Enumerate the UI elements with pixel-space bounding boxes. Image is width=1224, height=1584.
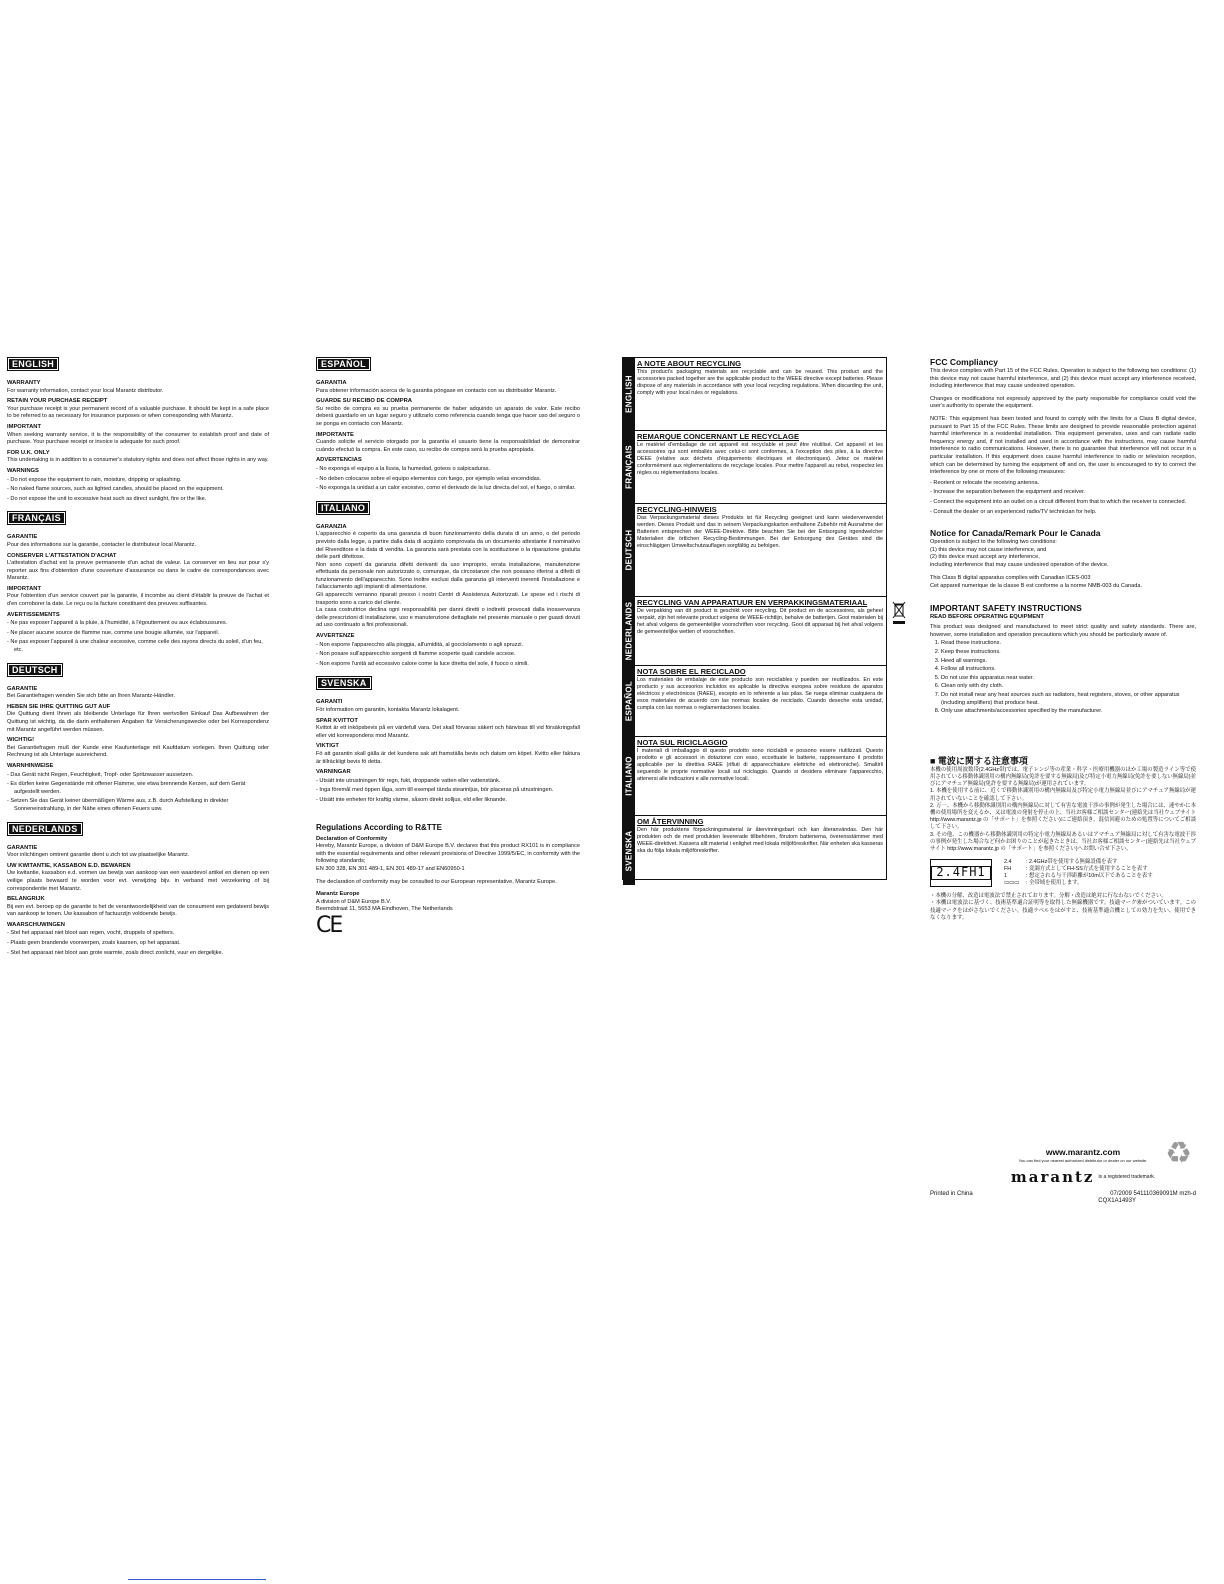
- language-side-label: NEDERLANDS: [624, 601, 634, 661]
- lang-label-italiano: ITALIANO: [316, 501, 370, 515]
- recycling-box: [622, 357, 887, 880]
- warnings-list: [7, 772, 269, 814]
- list-item: - Utsätt inte enheten för kraftig värme, såsom direkt solljus, eld eller liknande.: [316, 797, 580, 805]
- heading: WICHTIG!: [7, 737, 35, 744]
- printed-in: Printed in China: [930, 1191, 973, 1197]
- japanese-item: 1. 本機を使用する前に、近くで移動体識別用の構内無線局及び特定小電力無線局並びにアマチュア無線局が運用されていないことを確認して下さい。: [930, 788, 1196, 802]
- frequency-value: : 変調方式としてFH-SS方式を使用することを表す: [1026, 866, 1148, 873]
- lang-label-svenska: SVENSKA: [316, 676, 372, 690]
- standards: EN 300 328, EN 301 489-1, EN 301 489-17 and EN60950-1: [316, 865, 465, 872]
- marantz-logo: marantz: [1010, 1168, 1095, 1186]
- print-info: [930, 1191, 1196, 1197]
- recycling-section: [623, 504, 886, 597]
- text-line: including interference that may cause undesired operation of the device.: [930, 561, 1109, 568]
- list-item: - Do not expose the unit to excessive heat such as direct sunlight, fire or the like.: [7, 496, 269, 504]
- recycling-text: Den här produktens förpackningsmaterial är återvinningsbart och kan återanvändas. Den här produkten och de med produkten levererade tillbehören, förutom batterierna, överensstämmer med WEEE-direktivet. Kassera allt material i enlighet med lokala miljöföreskrifter. När enheten ska kasseras ska du följa lokala miljöföreskrifter.: [637, 827, 883, 855]
- recycling-text: De verpakking van dit product is geschikt voor recycling. Dit product en de accessoires, als geheel verpakt, zijn het relevante product volgens de WEEE-richtlijn, behalve de batterijen. Gooi materialen bij het afval volgens de gemeentelijke voorschriften voor recycling. Gooi dit apparaat bij het afval volgens de gemeentelijke wetten of voorschriften.: [637, 608, 883, 636]
- paragraph: Bij een evt. beroep op de garantie is het de verantwoordelijkheid van de consument een gedateerd bewijs van aankoop te tonen. Uw kassabon of factuurzijn voldoende bewijs.: [7, 903, 269, 918]
- frequency-value: : 2.4GHz帯を使用する無線設備を表す: [1026, 859, 1118, 866]
- recycling-section: [623, 737, 886, 816]
- recycling-text: Le matériel d'emballage de cet appareil est recyclable et peut être réutilisé. Cet appareil et les accessoires qui sont emballés avec celui-ci sont conformes, à l'exception des piles, à la directive DEEE (relative aux déchets d'équipements électriques et électroniques). Jetez ce matériel conformément aux réglementations de recyclage locales. Pour mettre l'appareil au rebut, respectez les règles ou réglementations locales.: [637, 442, 883, 477]
- recycling-section: [623, 431, 886, 504]
- recycling-section: [623, 358, 886, 431]
- language-side-tab: [623, 737, 635, 815]
- heading: AVERTISSEMENTS: [7, 611, 60, 618]
- paragraph: Your purchase receipt is your permanent record of a valuable purchase. It should be kept in a safe place to be referred to as necessary for insurance purposes or when corresponding with Marantz.: [7, 405, 269, 420]
- paragraph: The declaration of conformity may be consulted to our European representative, Marantz Europe.: [316, 878, 557, 885]
- list-item: - Ne placer aucune source de flamme nue, comme une bougie allumée, sur l'appareil.: [7, 630, 269, 638]
- japanese-item: 2. 万一、本機から移動体識別用の構内無線局に対して有害な電波干渉の事例が発生した場合には、速やかに本機の使用場所を変えるか、又は電波の発射を停止の上、当社お客様ご相談センター(連絡先は当社ウェブサイト http://www.marantz.jp の「サポート」を参照ください)にご連絡頂き、混信回避のための処置等についてご相談して下さい。: [930, 802, 1196, 831]
- paragraph: L'apparecchio è coperto da una garanzia di buon funzionamento della durata di un anno, o del periodo previsto dalla legge, a partire dalla data di acquisto comprovata da un documento attestante il nominativo del Rivenditore e la data di vendita. La garanzia sarà prestata con la sostituzione o la riparazione gratuita delle parti difettose.: [316, 531, 580, 561]
- address-line: Beemdstraat 11, 5653 MA Eindhoven, The Netherlands: [316, 906, 453, 913]
- heading-uk: FOR U.K. ONLY: [7, 449, 50, 456]
- list-item: - Das Gerät nicht Regen, Feuchtigkeit, Tropf- oder Spritzwasser aussetzen.: [7, 772, 269, 780]
- list-item: - Stel het apparaat niet bloot aan grote warmte, zoals direct zonlicht, vuur en dergelijke.: [7, 950, 269, 958]
- list-item: - No exponga el equipo a la lluvia, la humedad, goteos o salpicaduras.: [316, 466, 580, 474]
- brand-row: [930, 1168, 1196, 1186]
- list-item: 2. Keep these instructions.: [941, 649, 1196, 657]
- heading-retain: RETAIN YOUR PURCHASE RECEIPT: [7, 398, 108, 405]
- heading: GUARDE SU RECIBO DE COMPRA: [316, 398, 412, 405]
- recycle-icon: ♻: [1165, 1137, 1192, 1170]
- paragraph: Su recibo de compra es su prueba permanente de haber adquirido un aparato de valor. Este recibo deberá guardarlo en un lugar seguro y utilizarlo como referencia cuando tenga que hacer uso del seguro o se ponga en contacto con Marantz.: [316, 405, 580, 427]
- paragraph: This product was designed and manufactured to meet strict quality and safety standards. There are, however, some installation and operation precautions which you should be particularly aware of.: [930, 624, 1196, 638]
- frequency-table: [1004, 859, 1166, 887]
- paragraph: Pour des informations sur la garantie, contacter le distributeur local Marantz.: [7, 541, 197, 548]
- list-item: - Consult the dealer or an experienced radio/TV technician for help.: [930, 509, 1196, 517]
- lang-label-deutsch: DEUTSCH: [7, 663, 63, 677]
- heading-declaration: Declaration of Conformity: [316, 835, 388, 842]
- frequency-label-block: [930, 859, 1196, 887]
- paragraph: Voor inlichtingen omtrent garantie dient u zich tot uw plaatselijke Marantz.: [7, 852, 190, 859]
- recycling-title: RECYCLING-HINWEIS: [637, 505, 717, 514]
- heading-important: IMPORTANT: [7, 423, 42, 430]
- language-side-label: ENGLISH: [624, 375, 634, 413]
- website-link[interactable]: www.marantz.com: [1045, 1147, 1121, 1157]
- list-item: 7. Do not install near any heat sources such as radiators, heat registers, stoves, or other apparatus (including amplifiers) that produce heat.: [941, 692, 1196, 707]
- recycling-title: RECYCLING VAN APPARATUUR EN VERPAKKINGSMATERIAAL: [637, 598, 868, 607]
- paragraph: NOTE: This equipment has been tested and found to comply with the limits for a Class B digital device, pursuant to Part 15 of the FCC Rules. These limits are designed to provide reasonable protection against harmful interference in a residential installation. This equipment generates, uses and can radiate radio frequency energy and, if not installed and used in accordance with the instructions, may cause harmful interference to radio communications. However, there is no guarantee that interference will not occur in a particular installation. If this equipment does cause harmful interference to radio or television reception, which can be determined by turning the equipment off and on, the user is encouraged to try to correct the interference by one or more of the following measures:: [930, 415, 1196, 476]
- website-note: You can find your nearest authorized distributor or dealer on our website.: [1018, 1158, 1148, 1163]
- heading: GARANTIE: [7, 685, 38, 692]
- heading: ADVERTENCIAS: [316, 457, 362, 464]
- heading: SPAR KVITTOT: [316, 717, 358, 724]
- heading: HEBEN SIE IHRE QUITTING GUT AUF: [7, 703, 111, 710]
- list-item: - Non esporre l'apparecchio alla pioggia, all'umidità, al gocciolamento o agli spruzzi.: [316, 642, 580, 650]
- frequency-value: : 全帯域を使用します。: [1026, 880, 1083, 887]
- japanese-note: ・本機は電波法に基づく、技術基準適合証明等を取得した無線機器です。技適マーク㊜がついています。この技適マークをはがさないでください。技適ラベルをはがすと、技術基準適合機としての効力を失い、使用できなくなります。: [930, 900, 1196, 921]
- japanese-paragraph: 本機の使用周波数帯(2.4GHz帯)では、電子レンジ等の産業・科学・医療用機器のほか工場の製造ライン等で使用されている移動体識別用の構内無線局(免許を要する無線局)及び特定小電力無線局(免許を要しない無線局)並びにアマチュア無線局(免許を要する無線局)が運用されています。: [930, 766, 1196, 788]
- recycling-section: [623, 816, 886, 885]
- list-item: - Connect the equipment into an outlet on a circuit different from that to which the receiver is connected.: [930, 499, 1196, 507]
- paragraph: For warranty information, contact your local Marantz distributor.: [7, 387, 164, 394]
- paragraph: This device complies with Part 15 of the FCC Rules. Operation is subject to the following two conditions: (1) this device may not cause harmful interference, and (2) this device must accept any interference received, including interference that may cause undesired operation.: [930, 368, 1196, 390]
- lang-label-francais: FRANÇAIS: [7, 511, 66, 525]
- frequency-key: ▭▭▭: [1004, 880, 1020, 887]
- paragraph: La casa costruttrice declina ogni responsabilità per danni diretti o indiretti provocati dalla inosservanza delle prescrizioni di installazione, uso e manutenzione dettagliate nel presente manuale o per guasti dovuti ad uso continuato a fini professionali.: [316, 607, 580, 629]
- canada-title: Notice for Canada/Remark Pour le Canada: [930, 528, 1101, 539]
- heading-warnings: WARNINGS: [7, 467, 39, 474]
- list-item: - Ne pas exposer l'appareil à une chaleur excessive, comme celle des rayons directs du soleil, d'un feu, etc.: [7, 639, 269, 654]
- paragraph: This undertaking is in addition to a consumer's statutory rights and does not affect those rights in any way.: [7, 457, 269, 464]
- recycling-section: [623, 597, 886, 666]
- paragraph: Bei Garantiefragen muß der Kunde eine Kaufunterlage mit Kaufdatum vorlegen. Ihren Quittung oder Rechnung ist als Unterlage ausreichend.: [7, 744, 269, 759]
- language-side-label: DEUTSCH: [624, 529, 634, 571]
- paragraph: Bei Garantiefragen wenden Sie sich bitte an Ihren Marantz-Händler.: [7, 693, 175, 700]
- heading: VIKTIGT: [316, 743, 339, 750]
- list-item: - Non posare sull'apparecchio sorgenti di fiamme scoperte quali candele accese.: [316, 651, 580, 659]
- list-item: - Inga föremål med öppen låga, som till exempel tända stearinljus, bör placeras på utrustningen.: [316, 787, 580, 795]
- ce-mark: CE: [316, 912, 342, 938]
- text-line: This Class B digital apparatus complies with Canadian ICES-003: [930, 575, 1091, 582]
- fcc-measures-list: [930, 480, 1196, 516]
- footer: [930, 1137, 1196, 1204]
- list-item: 3. Heed all warnings.: [941, 658, 1196, 666]
- list-item: - Stel het apparaat niet bloot aan regen, vocht, druppels of spetters.: [7, 930, 269, 938]
- list-item: 6. Clean only with dry cloth.: [941, 683, 1196, 691]
- frequency-label-box: [930, 859, 992, 887]
- language-side-tab: [623, 504, 635, 596]
- warnings-list: [316, 642, 580, 669]
- language-side-tab: [623, 597, 635, 665]
- paragraph: Pour l'obtention d'un service couvert par la garantie, il incombe au client d'établir la preuve de l'achat et d'en corroborer la date. Le reçu ou la facture constituent des preuves suffisantes.: [7, 593, 269, 608]
- list-item: - Es dürfen keine Gegenstände mit offener Flamme, wie etwa brennende Kerzen, auf dem Gerät aufgestellt werden.: [7, 781, 269, 796]
- list-item: - Increase the separation between the equipment and receiver.: [930, 489, 1196, 497]
- japanese-title: ■ 電波に関する注意事項: [930, 755, 1028, 766]
- safety-subtitle: READ BEFORE OPERATING EQUIPMENT: [930, 613, 1044, 620]
- language-side-label: SVENSKA: [624, 830, 634, 871]
- column-a: [7, 357, 269, 959]
- list-item: - Ne pas exposer l'appareil à la pluie, à l'humidité, à l'égouttement ou aux éclaboussures.: [7, 620, 269, 628]
- recycling-text: This product's packaging materials are recyclable and can be reused. This product and the accessories packed together are the applicable product to the WEEE directive except batteries. Please dispose of any materials in accordance with your local recycling regulations. When discarding the unit, comply with your local rules or regulations.: [637, 369, 883, 397]
- warnings-list: [7, 477, 269, 504]
- paragraph: L'attestation d'achat est la preuve permanente d'un achat de valeur. La conserver en lieu sur pour s'y reporter aux fins d'obtention d'une couverture d'assurance ou dans le cadre de correspondances avec Marantz.: [7, 560, 269, 582]
- paragraph: Kvittot är ett inköpsbevis på en värdefull vara. Det skall förvaras säkert och hänvisas till vid försäkringsfall eller vid korrespondens mod Marantz.: [316, 725, 580, 739]
- list-item: - No deben colocarse sobre el equipo elementos con fuego, por ejemplo velas encendidas.: [316, 476, 580, 484]
- language-side-tab: [623, 666, 635, 736]
- heading-warranty: WARRANTY: [7, 380, 41, 386]
- list-item: - Utsätt inte utrustningen för regn, fukt, droppande vatten eller vattenstänk.: [316, 778, 580, 786]
- column-b: [316, 357, 580, 938]
- lang-label-nederlands: NEDERLANDS: [7, 822, 83, 836]
- recycling-text: Das Verpackungsmaterial dieses Produkts ist für Recycling geeignet und kann wiederverwendet werden. Dieses Produkt und das in seinem Verpackungskarton enthaltene Zubehör mit Ausnahme der Batterien entsprechen der WEEE-Direktive. Bitte beachten Sie bei der Entsorgung irgendwelcher Materialien die örtlichen Recycling-Bestimmungen. Bei der Entsorgung des Gerätes sind die einschlägigen Umweltschutzauflagen sorgfältig zu befolgen.: [637, 515, 883, 550]
- paragraph: Hereby, Marantz Europe, a division of D&M Europe B.V. declares that this product RX101 is in compliance with the essential requirements and other relevant provisions of Directive 1999/5/EC, in conformity with the following standards;: [316, 843, 580, 865]
- list-item: 1. Read these instructions.: [941, 640, 1196, 648]
- warnings-list: [7, 930, 269, 957]
- frequency-label: 2.4FH1: [931, 866, 990, 880]
- language-side-tab: [623, 431, 635, 503]
- heading: CONSERVER L'ATTESTATION D'ACHAT: [7, 552, 117, 559]
- japanese-note: ・本機の分解、改造は電波法で禁止されております。分解・改造は絶対に行なわないでください。: [930, 893, 1167, 900]
- heading: GARANTIE: [7, 534, 38, 541]
- list-item: 8. Only use attachments/accessories specified by the manufacturer.: [941, 708, 1196, 716]
- paragraph: Gli apparecchi verranno riparati presso i nostri Centri di Assistenza Autorizzati. Le spese ed i rischi di trasporto sono a carico del cliente.: [316, 592, 580, 606]
- text-line: Cet appareil numerique de la classe B est conforme a la norme NMB-003 du Canada.: [930, 583, 1143, 590]
- text-line: (2) this device must accept any interference,: [930, 554, 1040, 561]
- warnings-list: [316, 466, 580, 493]
- language-side-label: ESPAÑOL: [624, 680, 634, 722]
- bottom-link-line: [128, 1579, 266, 1580]
- frequency-value: : 想定される与干渉距離が10m以下であることを表す: [1026, 873, 1153, 880]
- language-side-label: ITALIANO: [624, 756, 634, 796]
- list-item: - Non esporre l'unità ad eccessivo calore come la luce diretta del sole, il fuoco o simili.: [316, 661, 580, 669]
- list-item: - Plaats geen brandende voorwerpen, zoals kaarsen, op het apparaat.: [7, 940, 269, 948]
- recycling-title: NOTA SOBRE EL RECICLADO: [637, 667, 746, 676]
- part-code: CQX1A1493Y: [1098, 1198, 1136, 1204]
- lang-label-english: ENGLISH: [7, 357, 59, 371]
- recycling-text: I materiali di imballaggio di questo prodotto sono riciclabili e possono essere riutilizzati. Questo prodotto e gli accessori in dotazione con esso, eccettuate le batterie, rappresentano il prodotto applicabile per la direttiva RAEE (rifiuti di apparecchiature elettriche ed elettroniche). Smaltirli seguendo le proprie normative locali sul riciclaggio. Quando si desidera eliminare l'apparecchio, attenersi alle indicazioni e alle normative locali.: [637, 748, 883, 783]
- paragraph: Para obtener información acerca de la garantia póngase en contacto con su distribuidor Marantz.: [316, 387, 557, 394]
- paragraph: When seeking warranty service, it is the responsibility of the consumer to establish proof and date of purchase. Your purchase receipt or invoice is adequate for such proof.: [7, 431, 269, 446]
- warnings-list: [316, 778, 580, 805]
- address-line: A division of D&M Europe B.V.: [316, 898, 392, 905]
- japanese-item: 3. その他、この機器から移動体識別用の特定小電力無線局あるいはアマチュア無線局に対して有害な電波干渉の事例が発生した場合など何かお困りのことが起きたときは、当社お客様ご相談センター(連絡先は当社ウェブサイト http://www.marantz.jp の「サポート」を参照ください)へお問い合せ下さい。: [930, 831, 1196, 853]
- frequency-row: [1004, 880, 1166, 887]
- text-line: (1) this device may not cause interference, and: [930, 546, 1047, 553]
- recycling-title: A NOTE ABOUT RECYCLING: [637, 359, 742, 368]
- heading: GARANTIE: [7, 844, 38, 851]
- heading-marantz-europe: Marantz Europe: [316, 891, 360, 898]
- list-item: - Do not expose the equipment to rain, moisture, dripping or splashing.: [7, 477, 269, 485]
- heading: GARANTI: [316, 699, 343, 706]
- list-item: - Reorient or relocate the receiving antenna.: [930, 480, 1196, 488]
- text-line: Operation is subject to the following two conditions:: [930, 539, 1057, 546]
- frequency-key: FH: [1004, 866, 1012, 873]
- paragraph: Changes or modifications not expressly approved by the party responsible for compliance could void the user's authority to operate the equipment.: [930, 395, 1196, 410]
- recycling-title: OM ÅTERVINNING: [637, 817, 704, 826]
- language-side-tab: [623, 358, 635, 430]
- heading: WARNHINWEISE: [7, 762, 54, 769]
- heading: VARNINGAR: [316, 769, 351, 776]
- heading: IMPORTANTE: [316, 431, 354, 438]
- list-item: 4. Follow all instructions.: [941, 666, 1196, 674]
- frequency-key: 2.4: [1004, 859, 1012, 866]
- list-item: - No naked flame sources, such as lighted candles, should be placed on the equipment.: [7, 486, 269, 494]
- list-item: - No exponga la unidad a un calor excesivo, como el derivado de la luz directa del sol, el fuego, o similar.: [316, 485, 580, 493]
- warnings-list: [7, 620, 269, 654]
- language-side-label: FRANÇAIS: [624, 445, 634, 489]
- paragraph: Non sono coperti da garanzia difetti derivanti da uso improprio, errata installazione, manutenzione effettuata da personale non autorizzato o, comunque, da circostanze che non possano riferirsi a difetti di funzionamento dell'apparecchio. Sono inoltre esclusi dalla garanzia gli interventi inerenti l'installazione e l'allacciamento agli impianti di alimentazione.: [316, 561, 580, 591]
- heading: GARANTIA: [316, 380, 347, 386]
- list-item: - Setzen Sie das Gerät keiner übermäßigen Wärme aus, z.B. durch Aufstellung in direkter Sonneneinstrahlung, in der Nähe eines offenen Feuers usw.: [7, 798, 269, 813]
- print-code: 07/2009 541110369091M mzh-d: [1110, 1191, 1196, 1197]
- heading: AVVERTENZE: [316, 633, 355, 640]
- regulations-title: Regulations According to R&TTE: [316, 822, 442, 832]
- paragraph: Die Quittung dient Ihnen als bleibende Unterlage für Ihren wertvollen Einkauf Das Aufbewahren der Quittung ist wichtig, da die darin enthaltenen Angaben für Versicherungswecke oder bei Korrespondenz mit Marantz angeführt werden müssen.: [7, 711, 269, 733]
- safety-list: [930, 640, 1196, 715]
- heading: UW KWITANTIE, KASSABON E.D. BEWAREN: [7, 862, 131, 869]
- safety-title: IMPORTANT SAFETY INSTRUCTIONS: [930, 602, 1082, 613]
- paragraph: Uw kwitantie, kassabon e.d. vormen uw bewijs van aankoop van een waardevol artikel en dienen op een veilige plaats bewaard te worden voor evt. verwijzing bijv. in verband met verzekering of bij correspondentie met Marantz.: [7, 870, 269, 892]
- recycling-title: NOTA SUL RICICLAGGIO: [637, 738, 728, 747]
- recycling-text: Los materiales de embalaje de este producto son reciclables y pueden ser reutilizados. En este producto y sus accesorios incluidos es aplicable la directiva europea sobre residuos de aparatos eléctricos y electrónicos (RAEE), excepto en lo referente a las pilas. Se ruega eliminar cualquiera de esos materiales de acuerdo con las normas locales de reciclado. Cuando deseche esta unidad, cumpla con las normas o reglamentaciones locales.: [637, 677, 883, 712]
- paragraph: Cuando solicite el servicio otorgado por la garantia el usuario tiene la responsabilidad de demonstrar cuándo efectuó la compra. En este caso, su recibo de compra será la prueba apropiada.: [316, 439, 580, 453]
- heading: WAARSCHUWINGEN: [7, 921, 65, 928]
- lang-label-espanol: ESPAÑOL: [316, 357, 371, 371]
- language-side-tab: [623, 816, 635, 885]
- recycling-title: REMARQUE CONCERNANT LE RECYCLAGE: [637, 432, 800, 441]
- heading: IMPORTANT: [7, 585, 42, 592]
- fcc-title: FCC Compliancy: [930, 357, 999, 367]
- recycling-section: [623, 666, 886, 737]
- paragraph: Fö att garantin skall gälla är det kundens sak att framställa bevis och datum om köpet. Kvitto eller faktura är tillräckligt bevis fö detta.: [316, 750, 580, 765]
- frequency-key: 1: [1004, 873, 1007, 880]
- column-d: [930, 357, 1196, 922]
- paragraph: För information om garantin, kontakta Marantz lokalagent.: [316, 707, 460, 713]
- list-item: 5. Do not use this apparatus near water.: [941, 675, 1196, 683]
- weee-bin-icon: [892, 601, 906, 625]
- heading: BELANGRIJK: [7, 896, 45, 903]
- trademark-note: is a registered trademark.: [1098, 1174, 1156, 1180]
- heading: GARANZIA: [316, 523, 347, 530]
